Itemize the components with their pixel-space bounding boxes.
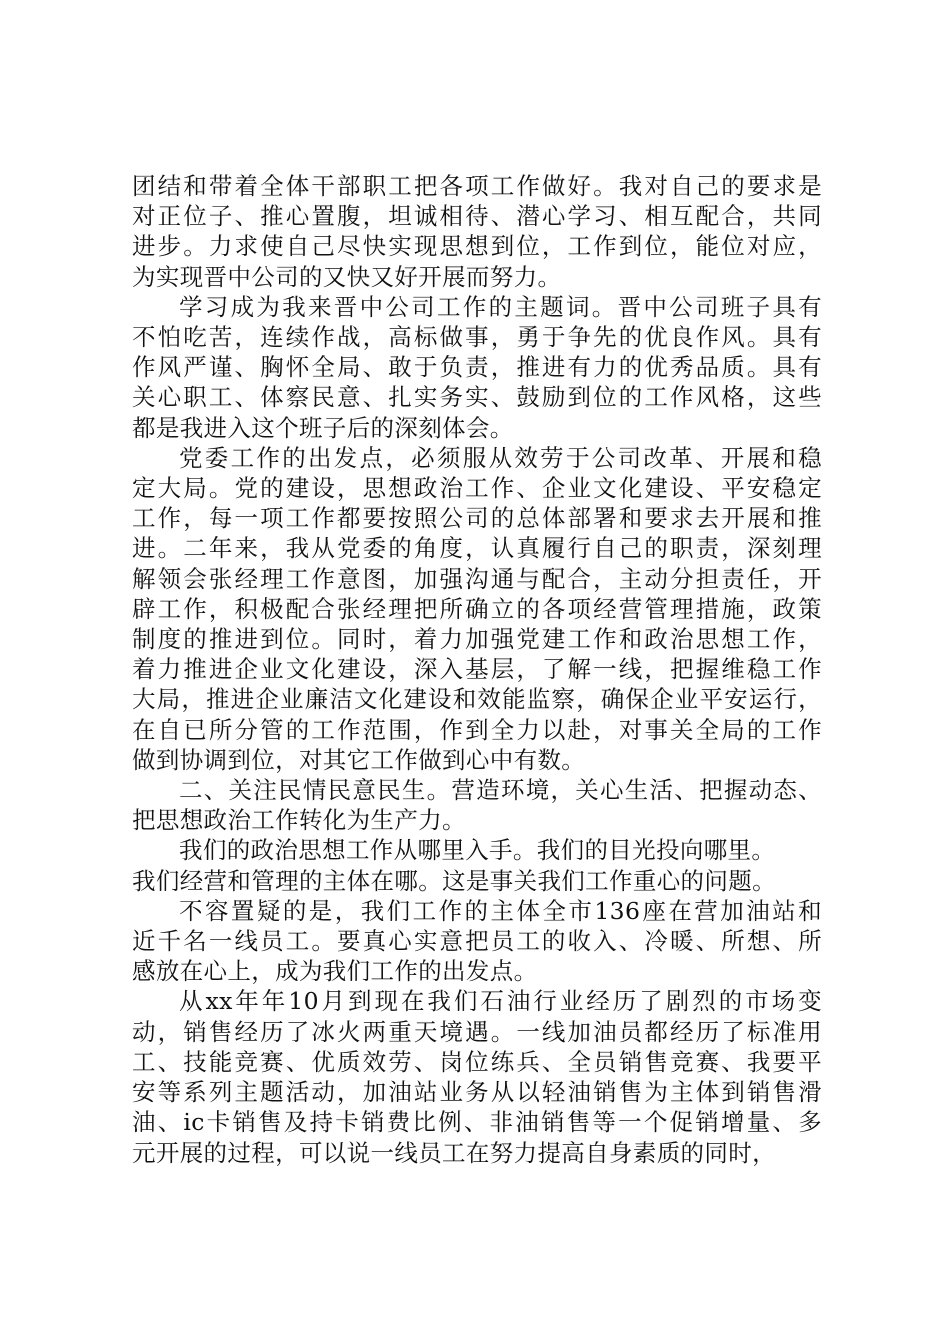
document-body <box>132 171 822 1168</box>
text-line: 我们经营和管理的主体在哪。这是事关我们工作重心的问题。 <box>132 866 776 895</box>
text-line: 着力推进企业文化建设，深入基层，了解一线，把握维稳工作 <box>132 655 822 684</box>
text-line: 动，销售经历了冰火两重天境遇。一线加油员都经历了标准用 <box>132 1017 822 1046</box>
text-line: 党委工作的出发点，必须服从效劳于公司改革、开展和稳 <box>179 443 822 472</box>
text-line: 制度的推进到位。同时，着力加强党建工作和政治思想工作， <box>132 625 822 654</box>
text-line: 元开展的过程，可以说一线员工在努力提高自身素质的同时， <box>132 1138 776 1167</box>
paragraph-7 <box>132 986 822 1167</box>
text-line: 辟工作，积极配合张经理把所确立的各项经营管理措施，政策 <box>132 594 822 623</box>
text-line: 做到协调到位，对其它工作做到心中有数。 <box>132 745 586 774</box>
paragraph-2 <box>132 292 822 443</box>
text-line: 不容置疑的是，我们工作的主体全市136座在营加油站和 <box>179 896 822 925</box>
paragraph-3 <box>132 443 822 775</box>
text-line: 进。二年来，我从党委的角度，认真履行自己的职责，深刻理 <box>132 534 822 563</box>
text-line: 都是我进入这个班子后的深刻体会。 <box>132 413 514 442</box>
text-line: 感放在心上，成为我们工作的出发点。 <box>132 957 538 986</box>
text-line: 解领会张经理工作意图，加强沟通与配合，主动分担责任，开 <box>132 564 822 593</box>
text-line: 为实现晋中公司的又快又好开展而努力。 <box>132 262 562 291</box>
paragraph-4 <box>132 775 822 835</box>
text-line: 从xx年年10月到现在我们石油行业经历了剧烈的市场变 <box>179 987 822 1016</box>
text-line: 不怕吃苦，连续作战，高标做事，勇于争先的优良作风。具有 <box>132 323 822 352</box>
text-line: 安等系列主题活动，加油站业务从以轻油销售为主体到销售滑 <box>132 1078 822 1107</box>
text-line: 定大局。党的建设，思想政治工作、企业文化建设、平安稳定 <box>132 474 822 503</box>
text-line: 对正位子、推心置腹，坦诚相待、潜心学习、相互配合，共同 <box>132 202 822 231</box>
text-line: 关心职工、体察民意、扎实务实、鼓励到位的工作风格，这些 <box>132 383 822 412</box>
text-line: 进步。力求使自己尽快实现思想到位，工作到位，能位对应， <box>132 232 822 261</box>
text-line: 工、技能竞赛、优质效劳、岗位练兵、全员销售竞赛、我要平 <box>132 1047 822 1076</box>
paragraph-1 <box>132 171 822 292</box>
text-line: 在自已所分管的工作范围，作到全力以赴，对事关全局的工作 <box>132 715 822 744</box>
text-line: 二、关注民情民意民生。营造环境，关心生活、把握动态、 <box>179 776 822 805</box>
text-line: 大局，推进企业廉洁文化建设和效能监察，确保企业平安运行， <box>132 685 822 714</box>
text-line: 学习成为我来晋中公司工作的主题词。晋中公司班子具有 <box>179 292 822 321</box>
paragraph-6 <box>132 896 822 987</box>
text-line: 近千名一线员工。要真心实意把员工的收入、冷暖、所想、所 <box>132 927 822 956</box>
text-line: 作风严谨、胸怀全局、敢于负责，推进有力的优秀品质。具有 <box>132 353 822 382</box>
text-line: 把思想政治工作转化为生产力。 <box>132 806 466 835</box>
text-line: 我们的政治思想工作从哪里入手。我们的目光投向哪里。 <box>179 836 776 865</box>
text-line: 团结和带着全体干部职工把各项工作做好。我对自己的要求是 <box>132 172 822 200</box>
text-line: 油、ic卡销售及持卡销费比例、非油销售等一个促销增量、多 <box>132 1108 822 1137</box>
paragraph-5 <box>132 835 822 895</box>
text-line: 工作，每一项工作都要按照公司的总体部署和要求去开展和推 <box>132 504 822 533</box>
